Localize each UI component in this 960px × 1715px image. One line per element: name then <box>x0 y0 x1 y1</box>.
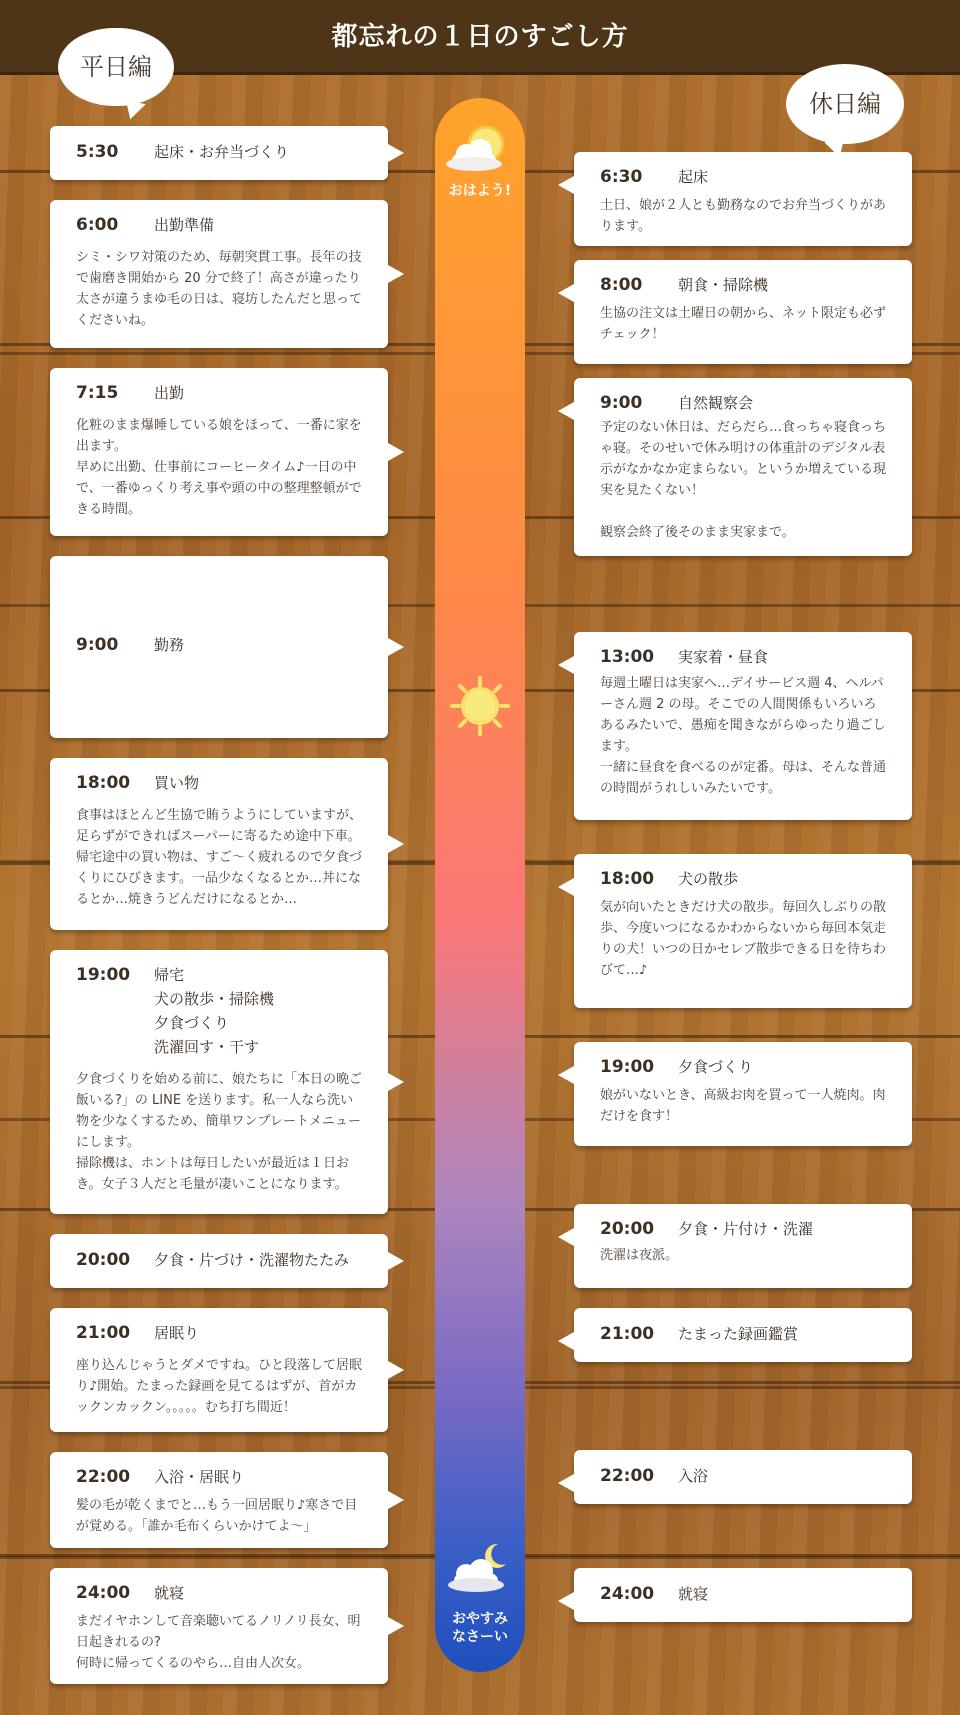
holiday-schedule-item <box>574 632 912 820</box>
holiday-schedule-item <box>574 152 912 246</box>
item-description: 洗濯は夜派。 <box>600 1248 679 1263</box>
sun-icon <box>450 676 510 736</box>
item-title: 夕食・片付け・洗濯 <box>678 1220 814 1238</box>
moon-cloud-icon <box>444 1540 516 1596</box>
item-description: 娘がいないとき、高級お肉を買って一人焼肉。肉だけを食す！ <box>600 1088 886 1124</box>
item-time: 19:00 <box>600 1057 655 1077</box>
item-time: 5:30 <box>76 142 119 162</box>
item-title: 買い物 <box>154 774 200 792</box>
holiday-schedule-item <box>574 260 912 364</box>
weekday-schedule-item <box>50 950 388 1214</box>
item-time: 6:00 <box>76 215 119 235</box>
weekday-schedule-item <box>50 1568 388 1684</box>
item-title: 起床 <box>678 168 709 186</box>
item-time: 22:00 <box>600 1466 655 1486</box>
holiday-schedule-item <box>574 1450 912 1504</box>
item-description: 夕食づくりを始める前に、娘たちに「本日の晩ご飯いる?」の LINE を送ります。私一人なら洗い物を少なくするため、簡単ワンプレートメニューにします。 掃除機は、ホントは毎日したいが最近は１日おき。女子３人だと毛量が凄いことになります。 <box>76 1072 363 1192</box>
item-description: 気が向いたときだけ犬の散歩。毎回久しぶりの散歩、今度いつになるかわからないから毎回本気走りの犬！いつの日かセレブ散歩できる日を待ちわびて…♪ <box>600 900 887 978</box>
item-description: 予定のない休日は、だらだら…食っちゃ寝食っちゃ寝。そのせいで休み明けの体重計のデジタル表示がなかなか定まらない。というか増えている現実を見たくない！ 観察会終了後そのまま実家まで。 <box>600 420 887 540</box>
item-time: 9:00 <box>76 635 119 655</box>
item-time: 21:00 <box>76 1323 131 1343</box>
good-night-label-line1: おやすみ <box>452 1611 508 1627</box>
item-time: 22:00 <box>76 1467 131 1487</box>
holiday-schedule-item <box>574 1568 912 1622</box>
weekday-schedule-item <box>50 758 388 930</box>
item-title: 起床・お弁当づくり <box>154 143 290 161</box>
item-description: 土日、娘が２人とも勤務なのでお弁当づくりがあります。 <box>600 198 887 234</box>
item-time: 21:00 <box>600 1324 655 1344</box>
item-time: 13:00 <box>600 647 655 667</box>
item-time: 20:00 <box>600 1219 655 1239</box>
item-description: シミ・シワ対策のため、毎朝突貫工事。長年の技で歯磨き開始から 20 分で終了！高さが違ったり太さが違うまゆ毛の日は、寝坊したんだと思ってくださいね。 <box>76 250 363 328</box>
item-title: 入浴 <box>678 1467 709 1485</box>
holiday-schedule-item <box>574 1204 912 1288</box>
item-title: 居眠り <box>154 1324 200 1342</box>
item-title: 夕食づくり <box>678 1058 754 1076</box>
item-title: 出勤 <box>154 384 185 402</box>
item-title: 実家着・昼食 <box>678 648 769 666</box>
holiday-section-label: 休日編 <box>786 64 904 144</box>
item-time: 6:30 <box>600 167 643 187</box>
item-description: まだイヤホンして音楽聴いてるノリノリ長女、明日起きれるの? 何時に帰ってくるのやら…自由人次女。 <box>76 1614 361 1671</box>
item-time: 8:00 <box>600 275 643 295</box>
item-description: 化粧のまま爆睡している娘をほって、一番に家を出ます。 早めに出勤、仕事前にコーヒータイム♪一日の中で、一番ゆっくり考え事や頭の中の整理整頓ができる時間。 <box>76 418 362 517</box>
item-time: 20:00 <box>76 1250 131 1270</box>
item-title: 夕食・片づけ・洗濯物たたみ <box>154 1251 350 1269</box>
item-description: 食事はほとんど生協で賄うようにしていますが、足らずができればスーパーに寄るため途中下車。帰宅途中の買い物は、すご～く疲れるので夕食づくりにひびきます。一品少なくなるとか…丼になるとか…焼きうどんだけになるとか… <box>76 808 363 907</box>
item-title: 就寝 <box>154 1584 185 1602</box>
weekday-schedule-item <box>50 1452 388 1548</box>
item-description: 毎週土曜日は実家へ…デイサービス週 4、ヘルパーさん週 2 の母。そこでの人間関係もいろいろあるみたいで、愚痴を聞きながらゆったり過ごします。 一緒に昼食を食べるのが定番。母は、そんな普通の時間がうれしいみたいです。 <box>600 676 887 796</box>
item-title: 就寝 <box>678 1585 709 1603</box>
weekday-schedule-item <box>50 200 388 348</box>
item-time: 9:00 <box>600 393 643 413</box>
sun-cloud-icon <box>444 120 516 176</box>
day-timeline-bar <box>435 98 525 1672</box>
weekday-schedule-item <box>50 1234 388 1288</box>
item-description: 生協の注文は土曜日の朝から、ネット限定も必ずチェック！ <box>600 306 887 342</box>
holiday-schedule-item <box>574 1308 912 1362</box>
item-time: 7:15 <box>76 383 119 403</box>
weekday-schedule-item <box>50 368 388 536</box>
item-title: 自然観察会 <box>678 394 754 412</box>
item-title: 勤務 <box>154 636 185 654</box>
holiday-schedule-item <box>574 378 912 556</box>
item-description: 座り込んじゃうとダメですね。ひと段落して居眠り♪開始。たまった録画を見てるはずが、首がカックンカックン。。。。。むち打ち間近！ <box>76 1358 363 1415</box>
item-time: 19:00 <box>76 965 131 985</box>
weekday-schedule-item <box>50 556 388 738</box>
page-title: 都忘れの１日のすごし方 <box>331 22 629 52</box>
item-title: 帰宅 犬の散歩・掃除機 夕食づくり 洗濯回す・干す <box>154 966 275 1056</box>
weekday-schedule-item <box>50 1308 388 1432</box>
holiday-schedule-item <box>574 1042 912 1146</box>
weekday-schedule-item <box>50 126 388 180</box>
weekday-section-label: 平日編 <box>58 28 174 106</box>
item-title: 朝食・掃除機 <box>678 276 769 294</box>
item-time: 24:00 <box>600 1584 655 1604</box>
item-time: 18:00 <box>600 869 655 889</box>
item-title: 犬の散歩 <box>678 870 739 888</box>
item-time: 24:00 <box>76 1583 131 1603</box>
item-title: 出勤準備 <box>154 216 215 234</box>
item-title: たまった録画鑑賞 <box>678 1325 799 1343</box>
good-morning-label: おはよう! <box>448 183 512 199</box>
good-night-label-line2: なさーい <box>452 1629 508 1645</box>
item-title: 入浴・居眠り <box>154 1468 245 1486</box>
item-description: 髪の毛が乾くまでと…もう一回居眠り♪寒さで目が覚める。「誰か毛布くらいかけてよ～」 <box>76 1498 358 1534</box>
item-time: 18:00 <box>76 773 131 793</box>
holiday-schedule-item <box>574 854 912 1008</box>
